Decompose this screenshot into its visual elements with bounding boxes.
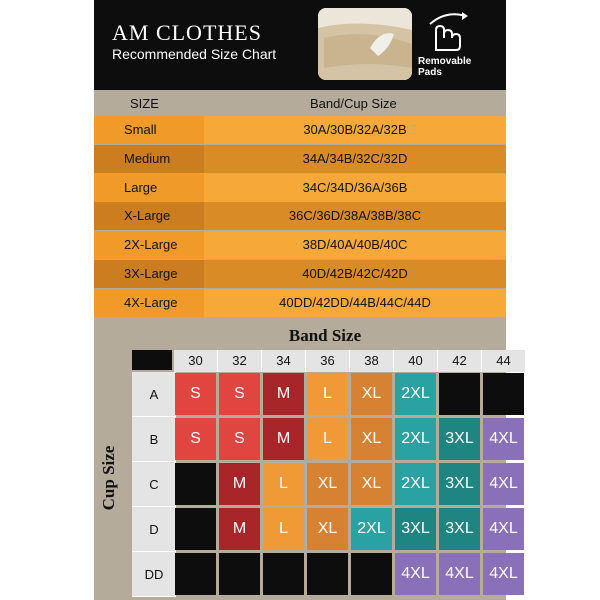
band-cup-value: 30A/30B/32A/32B xyxy=(204,116,506,144)
size-table-row xyxy=(94,202,506,230)
size-cell: L xyxy=(307,418,348,460)
size-table-row xyxy=(94,260,506,288)
band-cup-grid xyxy=(94,318,518,600)
size-name: X-Large xyxy=(94,202,204,230)
band-cup-column-header: Band/Cup Size xyxy=(310,96,397,111)
size-cell: S xyxy=(219,418,260,460)
size-name: 4X-Large xyxy=(94,289,204,317)
size-cell: M xyxy=(263,418,304,460)
band-header: 42 xyxy=(438,350,482,372)
band-header: 36 xyxy=(306,350,350,372)
band-header: 30 xyxy=(174,350,218,372)
size-cell: 3XL xyxy=(439,463,480,505)
empty-cell xyxy=(351,553,392,595)
size-table-row xyxy=(94,231,506,259)
empty-cell xyxy=(175,508,216,550)
size-cell: 4XL xyxy=(483,418,524,460)
band-cup-value: 34A/34B/32C/32D xyxy=(204,145,506,173)
empty-cell xyxy=(307,553,348,595)
size-name: 2X-Large xyxy=(94,231,204,259)
band-size-title: Band Size xyxy=(288,326,362,345)
size-cell: XL xyxy=(351,373,392,415)
size-table-row xyxy=(94,174,506,202)
size-name: Large xyxy=(94,174,204,202)
cup-header: A xyxy=(132,372,176,417)
band-cup-value: 40DD/42DD/44B/44C/44D xyxy=(204,289,506,317)
size-cell: 2XL xyxy=(395,418,436,460)
size-cell: 2XL xyxy=(395,373,436,415)
size-cell: M xyxy=(263,373,304,415)
removable-label-line1: Removable xyxy=(418,56,472,67)
empty-cell xyxy=(263,553,304,595)
size-cell: 4XL xyxy=(395,553,436,595)
size-cell: 3XL xyxy=(395,508,436,550)
cup-header: D xyxy=(132,507,176,552)
size-cell: S xyxy=(175,418,216,460)
band-cup-value: 36C/36D/38A/38B/38C xyxy=(204,202,506,230)
size-cell: XL xyxy=(351,463,392,505)
removable-label-line2: Pads xyxy=(418,67,442,78)
cup-header: B xyxy=(132,417,176,462)
size-table-row xyxy=(94,289,506,317)
size-name: Medium xyxy=(94,145,204,173)
size-table xyxy=(94,90,506,318)
hand-swipe-icon xyxy=(422,8,474,52)
size-cell: S xyxy=(175,373,216,415)
size-cell: S xyxy=(219,373,260,415)
size-table-row xyxy=(94,145,506,173)
empty-cell xyxy=(219,553,260,595)
cup-header: DD xyxy=(132,552,176,597)
size-cell: 3XL xyxy=(439,418,480,460)
band-header: 34 xyxy=(262,350,306,372)
size-cell: 4XL xyxy=(439,553,480,595)
size-cell: XL xyxy=(307,508,348,550)
empty-cell xyxy=(439,373,480,415)
empty-cell xyxy=(175,553,216,595)
empty-cell xyxy=(483,373,524,415)
band-cup-value: 40D/42B/42C/42D xyxy=(204,260,506,288)
size-name: 3X-Large xyxy=(94,260,204,288)
pad-illustration xyxy=(318,8,412,80)
cup-header: C xyxy=(132,462,176,507)
size-cell: L xyxy=(307,373,348,415)
size-column-header: SIZE xyxy=(130,96,159,111)
size-cell: XL xyxy=(351,418,392,460)
size-cell: 4XL xyxy=(483,553,524,595)
size-cell: M xyxy=(219,508,260,550)
chart-subtitle: Recommended Size Chart xyxy=(112,46,277,62)
grid-corner xyxy=(132,350,172,370)
empty-cell xyxy=(175,463,216,505)
size-cell: 4XL xyxy=(483,508,524,550)
cup-size-title: Cup Size xyxy=(99,445,118,511)
removable-pads-label xyxy=(418,56,471,78)
size-cell: 2XL xyxy=(351,508,392,550)
size-table-header xyxy=(94,90,506,116)
band-cup-value: 38D/40A/40B/40C xyxy=(204,231,506,259)
size-cell: XL xyxy=(307,463,348,505)
size-table-row xyxy=(94,116,506,144)
band-header: 44 xyxy=(482,350,526,372)
size-cell: L xyxy=(263,463,304,505)
band-header: 40 xyxy=(394,350,438,372)
size-cell: 4XL xyxy=(483,463,524,505)
size-cell: L xyxy=(263,508,304,550)
band-header: 32 xyxy=(218,350,262,372)
removable-pad-photo xyxy=(318,8,412,80)
size-cell: 2XL xyxy=(395,463,436,505)
chart-header xyxy=(94,0,506,90)
size-cell: 3XL xyxy=(439,508,480,550)
band-header: 38 xyxy=(350,350,394,372)
size-cell: M xyxy=(219,463,260,505)
size-name: Small xyxy=(94,116,204,144)
band-cup-value: 34C/34D/36A/36B xyxy=(204,174,506,202)
brand-title: AM CLOTHES xyxy=(112,20,262,45)
